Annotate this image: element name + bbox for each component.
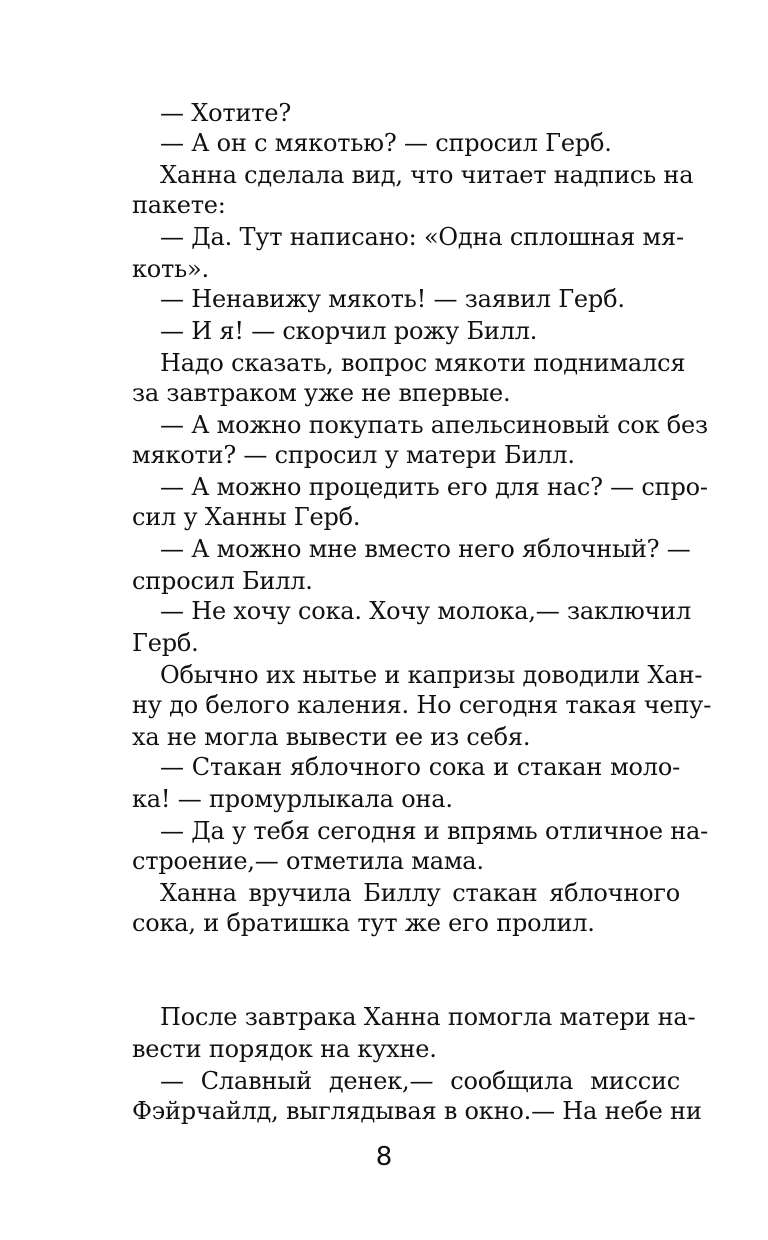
text-line: — И я! — скорчил рожу Билл. <box>160 317 538 345</box>
text-line: После завтрака Ханна помогла матери на- <box>160 1003 696 1031</box>
text-line: Герб. <box>132 629 199 657</box>
text-line: — Стакан яблочного сока и стакан моло- <box>160 753 680 781</box>
text-line: — Да у тебя сегодня и впрямь отличное на- <box>160 817 709 845</box>
text-line: — Ненавижу мякоть! — заявил Герб. <box>160 285 625 313</box>
text-line: Ханна вручила Биллу стакан яблочного <box>160 879 680 907</box>
text-line: за завтраком уже не впервые. <box>132 379 511 407</box>
text-line: пакете: <box>132 191 226 219</box>
text-line: — А можно мне вместо него яблочный? — <box>160 535 691 563</box>
text-line: вести порядок на кухне. <box>132 1035 437 1063</box>
text-line: — Хотите? <box>160 99 291 127</box>
text-line: строение,— отметила мама. <box>132 847 484 875</box>
text-line: мякоти? — спросил у матери Билл. <box>132 441 575 469</box>
text-line: ка! — промурлыкала она. <box>132 785 453 813</box>
text-line: — А можно процедить его для нас? — спро- <box>160 473 708 501</box>
page-number: 8 <box>375 1142 393 1172</box>
text-line: сил у Ханны Герб. <box>132 503 361 531</box>
text-line: Фэйрчайлд, выглядывая в окно.— На небе ни <box>132 1097 702 1125</box>
text-line: — А можно покупать апельсиновый сок без <box>160 411 708 439</box>
text-line: — Да. Тут написано: «Одна сплошная мя- <box>160 223 684 251</box>
text-line: Ханна сделала вид, что читает надпись на <box>160 161 694 189</box>
text-line: сока, и братишка тут же его пролил. <box>132 909 595 937</box>
text-line: коть». <box>132 255 209 283</box>
text-line: — А он с мякотью? — спросил Герб. <box>160 129 612 157</box>
text-line: Надо сказать, вопрос мякоти поднимался <box>160 349 686 377</box>
text-line: — Не хочу сока. Хочу молока,— заключил <box>160 597 692 625</box>
text-line: ха не могла вывести ее из себя. <box>132 723 531 751</box>
text-line: спросил Билл. <box>132 567 313 595</box>
text-line: ну до белого каления. Но сегодня такая чепу- <box>132 691 712 719</box>
text-line: — Славный денек,— сообщила миссис <box>160 1067 680 1095</box>
text-line: Обычно их нытье и капризы доводили Хан- <box>160 661 703 689</box>
